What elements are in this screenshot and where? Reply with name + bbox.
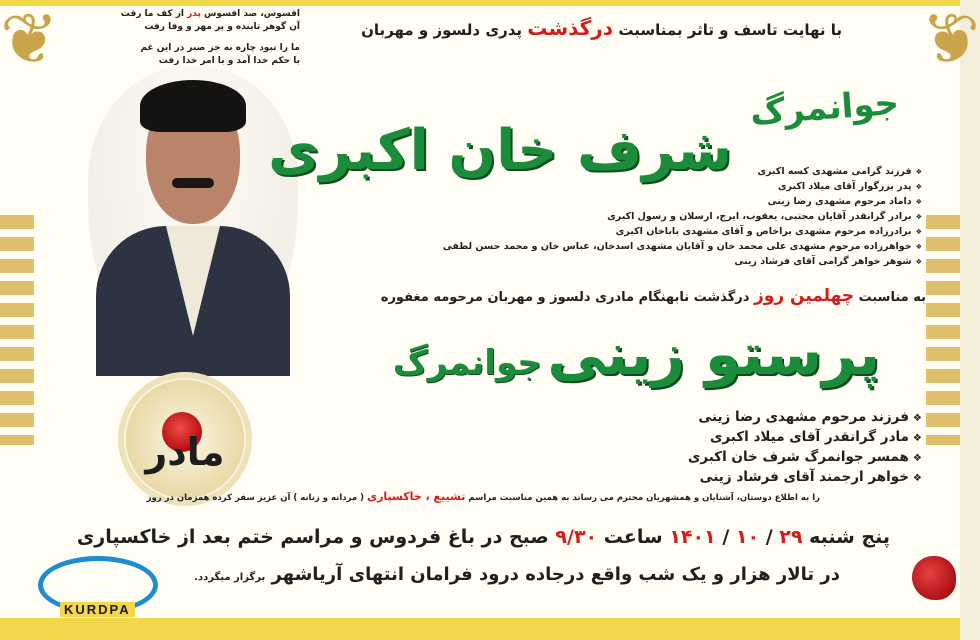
deceased1-title: جوانمرگ <box>748 82 901 134</box>
list-item: ❖ شوهر خواهر گرامی آقای فرشاد زینی <box>443 254 922 269</box>
top-right-flourish-icon: ❦ <box>921 0 980 80</box>
list-item: ❖ خواهرزاده مرحوم مشهدی علی محمد خان و آقایان مشهدی اسدخان، عباس خان و محمد حسن لطفی <box>443 239 922 254</box>
deceased2-title: جوانمرگ <box>392 343 542 383</box>
poem-line-2: آن گوهر تابنده و پر مهر و وفا رفت <box>144 22 300 32</box>
header-line: با نهایت تاسف و تاثر بمناسبت درگذشت پدری دلسوز و مهربان <box>361 16 842 40</box>
date-day: ۲۹ <box>779 526 803 548</box>
right-ornament-strip <box>926 215 960 445</box>
header-highlight: درگذشت <box>527 16 614 40</box>
date-month: ۱۰ <box>735 526 760 548</box>
poem-line-3: ما را نبود چاره به جز صبر در این غم <box>140 43 300 53</box>
poem-block <box>120 8 300 68</box>
kurdpa-logo[interactable] <box>36 556 160 618</box>
list-item: ❖ همسر جوانمرگ شرف خان اکبری <box>688 448 922 468</box>
list-item: ❖ فرزند گرامی مشهدی کسه اکبری <box>443 164 922 179</box>
list-item: ❖ مادر گرانقدر آقای میلاد اکبری <box>688 428 922 448</box>
list-item: ❖ برادر گرانقدر آقایان مجتبی، یعقوب، ایرج، ارسلان و رسول اکبری <box>443 209 922 224</box>
list-item: ❖ خواهر ارجمند آقای فرشاد زینی <box>688 468 922 488</box>
list-item: ❖ فرزند مرحوم مشهدی رضا زینی <box>688 408 922 428</box>
deceased2-heading <box>393 320 880 388</box>
poem-line-1: افسوس، صد افسوس پدر از کف ما رفت <box>120 9 300 19</box>
relatives2-list <box>688 408 922 488</box>
top-left-flourish-icon: ❦ <box>0 0 59 80</box>
occasion2-line: به مناسبت چهلمین روز درگذشت نابهنگام مادری دلسوز و مهربان مرحومه مغفوره <box>380 286 926 306</box>
schedule-line-2: در تالار هزار و یک شب واقع درجاده درود فرامان انتهای آریاشهر برگزار میگردد. <box>194 564 840 585</box>
deceased1-name: شرف خان اکبری <box>268 118 732 183</box>
time-value: ۹/۳۰ <box>555 526 598 548</box>
notice-line: را به اطلاع دوستان، آشنایان و همشهریان محترم می رساند به همین مناسبت مراسم تشییع ، خاکسپاری ( مردانه و زنانه ) آن عزیز سفر کرده همزمان در روز <box>146 490 820 503</box>
list-item: ❖ برادرزاده مرحوم مشهدی براخاص و آقای مشهدی باباخان اکبری <box>443 224 922 239</box>
rose-corner-icon <box>912 556 956 600</box>
list-item: ❖ پدر بزرگوار آقای میلاد اکبری <box>443 179 922 194</box>
poem-line-4: با حکم خدا آمد و با امر خدا رفت <box>158 56 300 66</box>
left-ornament-strip <box>0 215 34 445</box>
logo-text: KURDPA <box>60 602 135 617</box>
mother-badge <box>118 372 252 506</box>
badge-word: مادر <box>145 430 225 474</box>
date-year: ۱۴۰۱ <box>669 526 716 548</box>
schedule-line-1: پنج شنبه ۲۹ / ۱۰ / ۱۴۰۱ ساعت ۹/۳۰ صبح در باغ فردوس و مراسم ختم بعد از خاکسپاری <box>76 526 890 548</box>
list-item: ❖ داماد مرحوم مشهدی رضا زینی <box>443 194 922 209</box>
portrait-photo <box>88 66 298 366</box>
relatives1-list <box>443 164 922 269</box>
deceased2-name: پرستو زینی <box>547 320 880 388</box>
